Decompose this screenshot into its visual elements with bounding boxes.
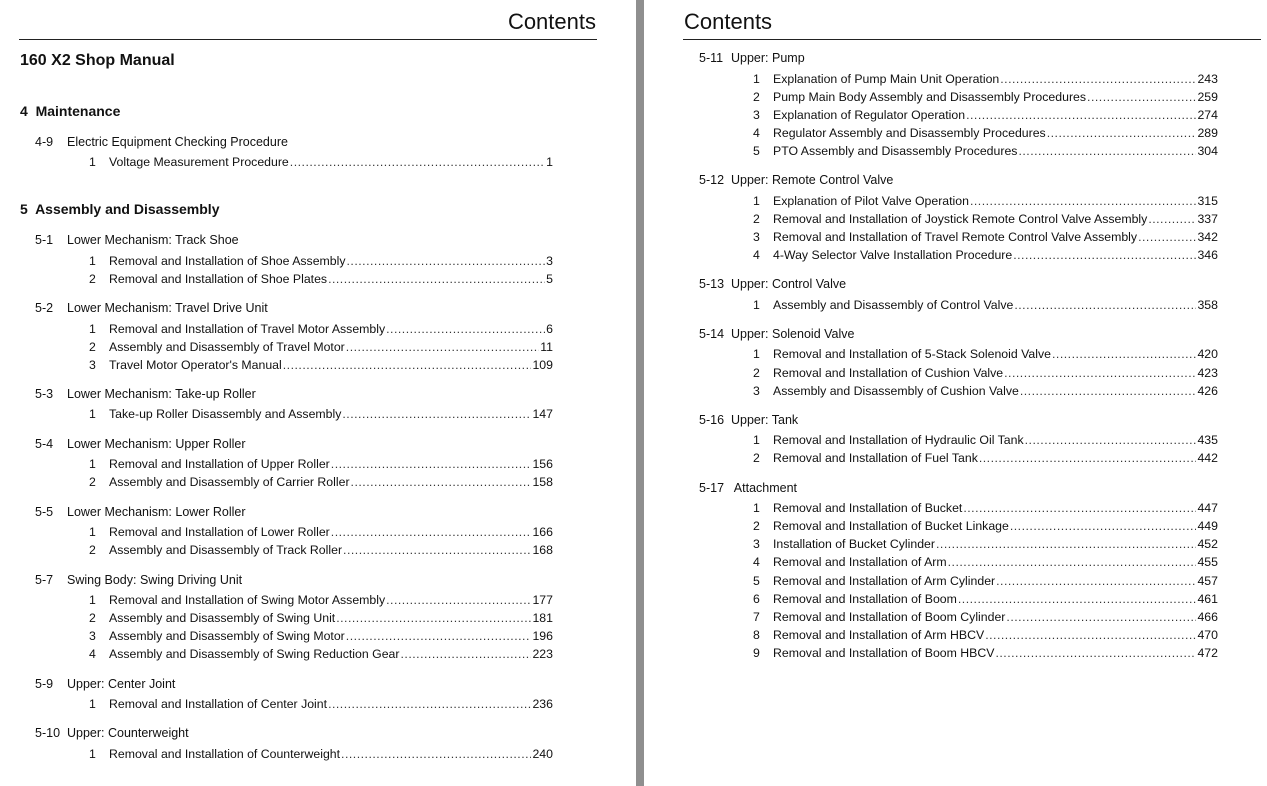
- section-number: 5-16: [699, 413, 725, 427]
- entry-number: 2: [753, 212, 760, 226]
- dot-leader: [948, 554, 1197, 570]
- entry-number: 2: [753, 451, 760, 465]
- section-title: Upper: Solenoid Valve: [731, 327, 855, 341]
- entry-page: 181: [532, 611, 553, 625]
- entry-title: Removal and Installation of Arm HBCV: [773, 628, 985, 642]
- entry-number: 4: [89, 647, 96, 661]
- entry-page: 452: [1197, 537, 1218, 551]
- dot-leader: [1025, 432, 1197, 448]
- section-heading: [699, 413, 798, 427]
- dot-leader: [346, 339, 539, 355]
- toc-entry[interactable]: [753, 365, 1218, 381]
- section-title: Electric Equipment Checking Procedure: [67, 135, 288, 149]
- entry-page: 423: [1197, 366, 1218, 380]
- entry-number: 4: [753, 555, 760, 569]
- dot-leader: [1047, 125, 1197, 141]
- toc-entry[interactable]: [89, 456, 553, 472]
- dot-leader: [341, 746, 531, 762]
- toc-entry[interactable]: [89, 357, 553, 373]
- entry-page: 156: [532, 457, 553, 471]
- dot-leader: [1004, 365, 1196, 381]
- dot-leader: [400, 646, 531, 662]
- entry-page: 346: [1197, 248, 1218, 262]
- entry-number: 4: [753, 126, 760, 140]
- section-heading: [35, 233, 239, 247]
- entry-number: 1: [753, 194, 760, 208]
- section-title: Lower Mechanism: Travel Drive Unit: [67, 301, 268, 315]
- dot-leader: [996, 573, 1196, 589]
- entry-number: 1: [89, 322, 96, 336]
- dot-leader: [346, 628, 532, 644]
- header-rule: [683, 39, 1261, 40]
- entry-number: 2: [753, 90, 760, 104]
- toc-entry[interactable]: [89, 406, 553, 422]
- entry-number: 5: [753, 144, 760, 158]
- chapter-heading: [20, 103, 120, 119]
- toc-entry[interactable]: [89, 592, 553, 608]
- entry-number: 1: [89, 407, 96, 421]
- entry-page: 449: [1197, 519, 1218, 533]
- toc-entry[interactable]: [753, 383, 1218, 399]
- entry-title: Removal and Installation of Fuel Tank: [773, 451, 978, 465]
- entry-number: 1: [753, 501, 760, 515]
- entry-title: Removal and Installation of Bucket Linkage: [773, 519, 1009, 533]
- entry-title: Removal and Installation of 5-Stack Solenoid Valve: [773, 347, 1051, 361]
- section-number: 4-9: [35, 135, 54, 149]
- entry-page: 274: [1197, 108, 1218, 122]
- entry-title: Voltage Measurement Procedure: [109, 155, 289, 169]
- section-number: 5-11: [699, 51, 724, 65]
- entry-page: 1: [546, 155, 553, 169]
- entry-number: 6: [753, 592, 760, 606]
- entry-title: Removal and Installation of Boom HBCV: [773, 646, 995, 660]
- dot-leader: [1018, 143, 1196, 159]
- dot-leader: [1087, 89, 1196, 105]
- toc-entry[interactable]: [753, 591, 1218, 607]
- toc-entry[interactable]: [89, 271, 553, 287]
- entry-title: Take-up Roller Disassembly and Assembly: [109, 407, 342, 421]
- entry-page: 236: [532, 697, 553, 711]
- toc-entry[interactable]: [89, 746, 553, 762]
- section-heading: [35, 387, 256, 401]
- entry-title: Removal and Installation of Travel Remote Control Valve Assembly: [773, 230, 1138, 244]
- entry-title: 4-Way Selector Valve Installation Procedure: [773, 248, 1013, 262]
- dot-leader: [1000, 71, 1196, 87]
- toc-entry[interactable]: [89, 610, 553, 626]
- entry-number: 5: [753, 574, 760, 588]
- entry-page: 5: [546, 272, 553, 286]
- entry-page: 3: [546, 254, 553, 268]
- section-number: 5-9: [35, 677, 54, 691]
- section-number: 5-1: [35, 233, 54, 247]
- entry-title: Removal and Installation of Travel Motor Assembly: [109, 322, 386, 336]
- toc-entry[interactable]: [753, 627, 1218, 643]
- entry-page: 158: [532, 475, 553, 489]
- toc-entry[interactable]: [753, 554, 1218, 570]
- entry-page: 6: [546, 322, 553, 336]
- entry-number: 8: [753, 628, 760, 642]
- toc-entry[interactable]: [753, 536, 1218, 552]
- entry-title: Explanation of Regulator Operation: [773, 108, 966, 122]
- dot-leader: [1052, 346, 1196, 362]
- manual-title: 160 X2 Shop Manual: [20, 52, 175, 69]
- entry-number: 2: [89, 340, 96, 354]
- entry-number: 2: [89, 475, 96, 489]
- section-number: 5-2: [35, 301, 54, 315]
- toc-entry[interactable]: [753, 500, 1218, 516]
- entry-number: 3: [89, 358, 96, 372]
- section-title: Attachment: [731, 481, 798, 495]
- dot-leader: [386, 321, 545, 337]
- entry-page: 289: [1197, 126, 1218, 140]
- dot-leader: [1148, 211, 1196, 227]
- entry-page: 472: [1197, 646, 1218, 660]
- entry-number: 2: [89, 272, 96, 286]
- section-number: 5-13: [699, 277, 725, 291]
- toc-entry[interactable]: [89, 646, 553, 662]
- entry-number: 1: [89, 254, 96, 268]
- entry-page: 470: [1197, 628, 1218, 642]
- entry-number: 1: [89, 155, 96, 169]
- page-gutter: [636, 0, 644, 786]
- dot-leader: [283, 357, 532, 373]
- entry-page: 455: [1197, 555, 1218, 569]
- entry-page: 166: [532, 525, 553, 539]
- toc-entry[interactable]: [753, 573, 1218, 589]
- dot-leader: [342, 406, 531, 422]
- toc-entry[interactable]: [753, 193, 1218, 209]
- section-heading: [699, 327, 854, 341]
- toc-entry[interactable]: [753, 107, 1218, 123]
- dot-leader: [1013, 247, 1196, 263]
- section-heading: [35, 505, 246, 519]
- entry-page: 196: [532, 629, 553, 643]
- entry-number: 3: [89, 629, 96, 643]
- entry-number: 1: [753, 72, 760, 86]
- dot-leader: [290, 154, 545, 170]
- toc-entry[interactable]: [89, 154, 553, 170]
- entry-number: 1: [89, 457, 96, 471]
- entry-page: 457: [1197, 574, 1218, 588]
- entry-page: 342: [1197, 230, 1218, 244]
- entry-title: PTO Assembly and Disassembly Procedures: [773, 144, 1018, 158]
- section-title: Swing Body: Swing Driving Unit: [67, 573, 243, 587]
- section-heading: [35, 726, 189, 740]
- chapter-heading: [20, 201, 219, 217]
- toc-entry[interactable]: [753, 518, 1218, 534]
- entry-title: Assembly and Disassembly of Cushion Valve: [773, 384, 1019, 398]
- entry-page: 147: [532, 407, 553, 421]
- section-title: Lower Mechanism: Lower Roller: [67, 505, 246, 519]
- chapter-number: 5: [20, 201, 28, 217]
- entry-title: Assembly and Disassembly of Swing Motor: [109, 629, 345, 643]
- entry-title: Assembly and Disassembly of Control Valve: [773, 298, 1014, 312]
- dot-leader: [336, 610, 531, 626]
- section-title: Upper: Pump: [731, 51, 805, 65]
- entry-title: Assembly and Disassembly of Swing Reduction Gear: [109, 647, 400, 661]
- entry-number: 4: [753, 248, 760, 262]
- chapter-title: Assembly and Disassembly: [35, 201, 220, 217]
- toc-entry[interactable]: [89, 474, 553, 490]
- entry-page: 337: [1197, 212, 1218, 226]
- section-number: 5-14: [699, 327, 725, 341]
- section-title: Upper: Remote Control Valve: [731, 173, 894, 187]
- entry-page: 461: [1197, 592, 1218, 606]
- entry-title: Explanation of Pump Main Unit Operation: [773, 72, 1000, 86]
- section-heading: [35, 677, 175, 691]
- toc-entry[interactable]: [753, 247, 1218, 263]
- entry-number: 2: [753, 519, 760, 533]
- section-heading: [699, 481, 797, 495]
- entry-title: Removal and Installation of Upper Roller: [109, 457, 330, 471]
- dot-leader: [1006, 609, 1196, 625]
- entry-number: 2: [753, 366, 760, 380]
- toc-entry[interactable]: [89, 542, 553, 558]
- section-number: 5-3: [35, 387, 54, 401]
- section-title: Lower Mechanism: Track Shoe: [67, 233, 239, 247]
- entry-page: 426: [1197, 384, 1218, 398]
- dot-leader: [1020, 383, 1197, 399]
- dot-leader: [331, 524, 532, 540]
- entry-number: 1: [753, 298, 760, 312]
- section-number: 5-4: [35, 437, 54, 451]
- entry-title: Removal and Installation of Center Joint: [109, 697, 328, 711]
- entry-number: 3: [753, 108, 760, 122]
- dot-leader: [958, 591, 1197, 607]
- dot-leader: [966, 107, 1196, 123]
- dot-leader: [979, 450, 1197, 466]
- section-heading: [699, 277, 846, 291]
- entry-page: 466: [1197, 610, 1218, 624]
- entry-title: Removal and Installation of Arm Cylinder: [773, 574, 996, 588]
- entry-title: Removal and Installation of Counterweight: [109, 747, 341, 761]
- entry-number: 2: [89, 611, 96, 625]
- entry-title: Removal and Installation of Bucket: [773, 501, 963, 515]
- toc-entry[interactable]: [89, 524, 553, 540]
- section-number: 5-17: [699, 481, 725, 495]
- toc-entry[interactable]: [753, 125, 1218, 141]
- toc-entry[interactable]: [753, 71, 1218, 87]
- entry-page: 243: [1197, 72, 1218, 86]
- section-number: 5-10: [35, 726, 61, 740]
- entry-number: 7: [753, 610, 760, 624]
- entry-number: 2: [89, 543, 96, 557]
- entry-page: 420: [1197, 347, 1218, 361]
- dot-leader: [1010, 518, 1197, 534]
- entry-title: Explanation of Pilot Valve Operation: [773, 194, 969, 208]
- entry-title: Assembly and Disassembly of Swing Unit: [109, 611, 336, 625]
- section-number: 5-7: [35, 573, 54, 587]
- dot-leader: [1138, 229, 1196, 245]
- entry-number: 1: [89, 525, 96, 539]
- dot-leader: [328, 696, 531, 712]
- entry-page: 442: [1197, 451, 1218, 465]
- entry-title: Removal and Installation of Hydraulic Oil Tank: [773, 433, 1024, 447]
- dot-leader: [963, 500, 1196, 516]
- toc-entry[interactable]: [753, 297, 1218, 313]
- dot-leader: [995, 645, 1196, 661]
- dot-leader: [970, 193, 1197, 209]
- section-number: 5-5: [35, 505, 54, 519]
- toc-entry[interactable]: [89, 253, 553, 269]
- section-heading: [35, 301, 268, 315]
- toc-entry[interactable]: [753, 89, 1218, 105]
- toc-entry[interactable]: [753, 432, 1218, 448]
- entry-page: 447: [1197, 501, 1218, 515]
- entry-page: 315: [1197, 194, 1218, 208]
- toc-entry[interactable]: [753, 229, 1218, 245]
- entry-title: Removal and Installation of Swing Motor Assembly: [109, 593, 386, 607]
- section-title: Upper: Center Joint: [67, 677, 176, 691]
- entry-title: Assembly and Disassembly of Carrier Roller: [109, 475, 350, 489]
- dot-leader: [343, 542, 531, 558]
- dot-leader: [331, 456, 532, 472]
- entry-title: Regulator Assembly and Disassembly Procedures: [773, 126, 1046, 140]
- entry-title: Removal and Installation of Joystick Remote Control Valve Assembly: [773, 212, 1148, 226]
- right-page: [644, 0, 1267, 786]
- header-rule: [19, 39, 597, 40]
- dot-leader: [985, 627, 1196, 643]
- section-title: Lower Mechanism: Take-up Roller: [67, 387, 256, 401]
- entry-page: 435: [1197, 433, 1218, 447]
- entry-number: 9: [753, 646, 760, 660]
- dot-leader: [386, 592, 531, 608]
- entry-number: 3: [753, 230, 760, 244]
- entry-number: 1: [753, 347, 760, 361]
- section-heading: [35, 135, 288, 149]
- entry-title: Assembly and Disassembly of Travel Motor: [109, 340, 345, 354]
- entry-page: 358: [1197, 298, 1218, 312]
- dot-leader: [347, 253, 546, 269]
- dot-leader: [1014, 297, 1196, 313]
- toc-entry[interactable]: [89, 628, 553, 644]
- section-heading: [35, 437, 246, 451]
- toc-entry[interactable]: [753, 211, 1218, 227]
- section-title: Upper: Tank: [731, 413, 799, 427]
- dot-leader: [351, 474, 532, 490]
- entry-title: Assembly and Disassembly of Track Roller: [109, 543, 343, 557]
- toc-entry[interactable]: [89, 321, 553, 337]
- entry-page: 168: [532, 543, 553, 557]
- dot-leader: [328, 271, 545, 287]
- entry-title: Removal and Installation of Shoe Assembly: [109, 254, 346, 268]
- section-title: Upper: Control Valve: [731, 277, 847, 291]
- toc-entry[interactable]: [753, 645, 1218, 661]
- entry-title: Installation of Bucket Cylinder: [773, 537, 935, 551]
- toc-entry[interactable]: [753, 450, 1218, 466]
- entry-number: 1: [89, 593, 96, 607]
- chapter-number: 4: [20, 103, 28, 119]
- entry-number: 1: [89, 697, 96, 711]
- entry-title: Pump Main Body Assembly and Disassembly Procedures: [773, 90, 1087, 104]
- entry-title: Removal and Installation of Lower Roller: [109, 525, 330, 539]
- entry-number: 3: [753, 537, 760, 551]
- entry-title: Removal and Installation of Arm: [773, 555, 947, 569]
- section-heading: [699, 173, 893, 187]
- section-heading: [699, 51, 805, 65]
- page-header-title: Contents: [684, 9, 773, 34]
- entry-page: 259: [1197, 90, 1218, 104]
- section-number: 5-12: [699, 173, 725, 187]
- entry-page: 240: [532, 747, 553, 761]
- entry-page: 304: [1197, 144, 1218, 158]
- section-title: Upper: Counterweight: [67, 726, 189, 740]
- toc-entry[interactable]: [753, 346, 1218, 362]
- toc-entry[interactable]: [89, 696, 553, 712]
- entry-title: Travel Motor Operator's Manual: [109, 358, 282, 372]
- toc-entry[interactable]: [753, 143, 1218, 159]
- entry-title: Removal and Installation of Boom Cylinder: [773, 610, 1006, 624]
- entry-title: Removal and Installation of Boom: [773, 592, 957, 606]
- dot-leader: [936, 536, 1196, 552]
- entry-page: 11: [540, 340, 553, 354]
- entry-number: 3: [753, 384, 760, 398]
- section-title: Lower Mechanism: Upper Roller: [67, 437, 246, 451]
- section-heading: [35, 573, 242, 587]
- chapter-title: Maintenance: [35, 103, 121, 119]
- entry-title: Removal and Installation of Cushion Valve: [773, 366, 1004, 380]
- toc-entry[interactable]: [753, 609, 1218, 625]
- entry-page: 109: [532, 358, 553, 372]
- entry-page: 223: [532, 647, 553, 661]
- entry-number: 1: [753, 433, 760, 447]
- toc-entry[interactable]: [89, 339, 553, 355]
- page-header-title: Contents: [507, 9, 596, 34]
- entry-title: Removal and Installation of Shoe Plates: [109, 272, 328, 286]
- entry-number: 1: [89, 747, 96, 761]
- entry-page: 177: [532, 593, 553, 607]
